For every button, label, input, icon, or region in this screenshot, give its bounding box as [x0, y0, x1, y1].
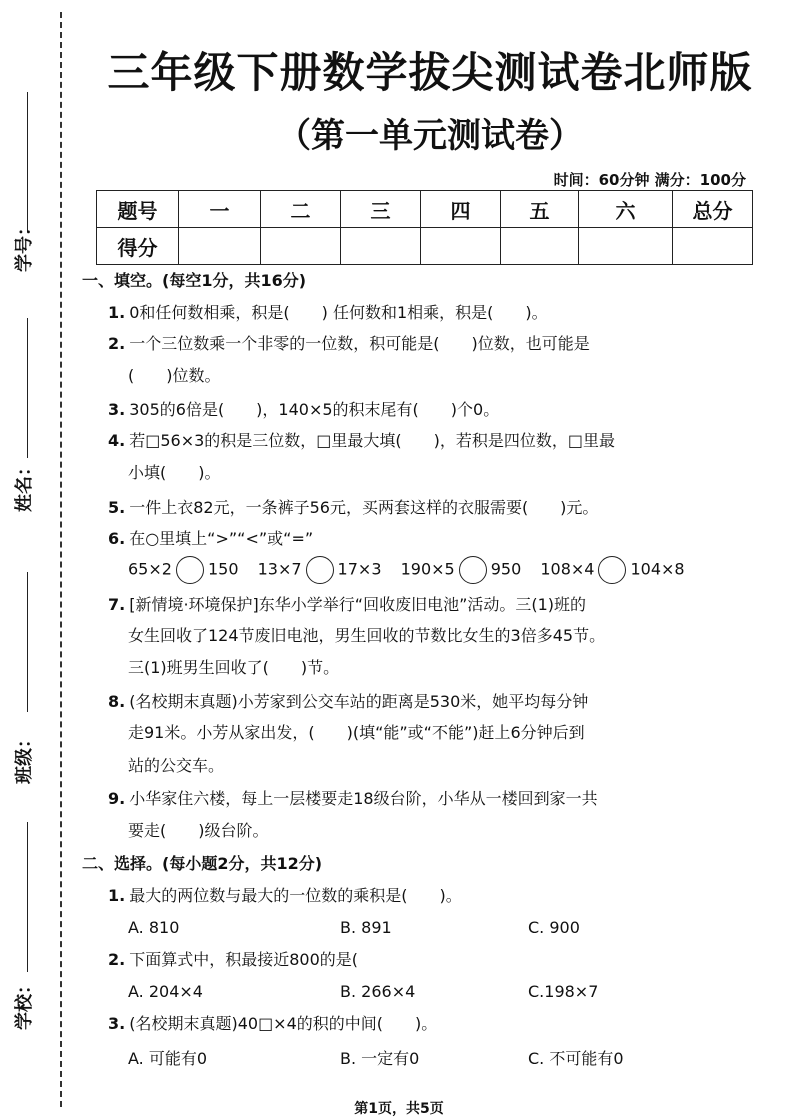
question-number: 8.	[108, 692, 126, 711]
question-9-line-2: 要走( )级台阶。	[128, 821, 269, 840]
question-number: 2.	[108, 950, 126, 969]
fill-question-6	[108, 523, 678, 554]
question-number: 3.	[108, 1014, 126, 1033]
compare-circle[interactable]	[459, 556, 487, 584]
fill-question-9	[108, 783, 678, 814]
score-cell[interactable]	[179, 228, 261, 265]
question-number: 7.	[108, 595, 126, 614]
header-cell: 题号	[97, 191, 179, 228]
question-number: 2.	[108, 334, 126, 353]
fill-question-8	[108, 686, 678, 717]
page-title: 三年级下册数学拔尖测试卷北师版	[107, 48, 753, 97]
compare-row	[128, 556, 685, 584]
score-row-label: 得分	[97, 228, 179, 265]
binding-dashed-line	[60, 12, 62, 1107]
option-c[interactable]: C. 不可能有0	[528, 1049, 624, 1068]
compare-left: 13×7	[257, 559, 302, 579]
score-cell[interactable]	[673, 228, 753, 265]
score-cell[interactable]	[579, 228, 673, 265]
question-text: 下面算式中，积最接近800的是(	[129, 950, 359, 969]
header-cell: 二	[261, 191, 341, 228]
compare-left: 190×5	[400, 559, 455, 579]
header-cell: 五	[501, 191, 579, 228]
question-text: 一件上衣82元，一条裤子56元，买两套这样的衣服需要( )元。	[129, 498, 599, 517]
fill-question-7	[108, 589, 678, 620]
question-text: 最大的两位数与最大的一位数的乘积是( )。	[129, 886, 462, 905]
question-text: [新情境·环境保护]东华小学举行“回收废旧电池”活动。三(1)班的	[129, 595, 587, 614]
score-cell[interactable]	[341, 228, 421, 265]
option-b[interactable]: B. 一定有0	[340, 1049, 420, 1068]
question-text: 305的6倍是( )，140×5的积末尾有( )个0。	[129, 400, 500, 419]
option-b[interactable]: B. 891	[340, 918, 392, 937]
question-text: 若□56×3的积是三位数，□里最大填( )，若积是四位数，□里最	[129, 431, 616, 450]
question-text: 在○里填上“>”“<”或“=”	[129, 529, 314, 548]
school-label: 学校：	[14, 976, 35, 1030]
name-line[interactable]	[27, 318, 28, 458]
compare-circle[interactable]	[176, 556, 204, 584]
question-7-line-3: 三(1)班男生回收了( )节。	[128, 658, 340, 677]
student-id-label: 学号：	[14, 218, 35, 272]
question-2-continued: ( )位数。	[128, 366, 221, 385]
section2-heading: 二、选择。(每小题2分，共12分)	[82, 854, 323, 873]
compare-right: 150	[207, 559, 239, 579]
option-a[interactable]: A. 可能有0	[128, 1049, 208, 1068]
option-a[interactable]: A. 810	[128, 918, 180, 937]
name-label: 姓名：	[14, 458, 35, 512]
section1-heading: 一、填空。(每空1分，共16分)	[82, 271, 307, 290]
compare-item	[128, 556, 239, 584]
compare-right: 950	[490, 559, 522, 579]
header-cell: 三	[341, 191, 421, 228]
header-cell: 六	[579, 191, 673, 228]
fill-question-4	[108, 425, 678, 456]
compare-left: 65×2	[128, 559, 172, 579]
choice-question-2	[108, 944, 678, 975]
compare-circle[interactable]	[306, 556, 334, 584]
class-line[interactable]	[27, 572, 28, 712]
question-text: 0和任何数相乘，积是( ) 任何数和1相乘，积是( )。	[129, 303, 548, 322]
binding-margin	[0, 0, 60, 1120]
fill-question-2	[108, 328, 678, 359]
time-score-info: 时间：60分钟 满分：100分	[553, 171, 746, 189]
question-number: 4.	[108, 431, 126, 450]
compare-left: 108×4	[540, 559, 595, 579]
header-cell: 四	[421, 191, 501, 228]
question-text: 小华家住六楼，每上一层楼要走18级台阶，小华从一楼回到家一共	[129, 789, 598, 808]
fill-question-3	[108, 394, 678, 425]
question-number: 1.	[108, 303, 126, 322]
option-c[interactable]: C. 900	[528, 918, 580, 937]
question-7-line-2: 女生回收了124节废旧电池，男生回收的节数比女生的3倍多45节。	[128, 626, 606, 645]
page-footer: 第1页，共5页	[354, 1101, 444, 1117]
question-8-line-3: 站的公交车。	[128, 756, 225, 775]
option-c[interactable]: C.198×7	[528, 982, 599, 1001]
question-number: 5.	[108, 498, 126, 517]
header-cell: 一	[179, 191, 261, 228]
question-text: 一个三位数乘一个非零的一位数，积可能是( )位数，也可能是	[129, 334, 590, 353]
page-subtitle: （第一单元测试卷）	[277, 116, 583, 156]
score-cell[interactable]	[421, 228, 501, 265]
choice-question-3	[108, 1008, 678, 1039]
question-number: 6.	[108, 529, 126, 548]
question-number: 3.	[108, 400, 126, 419]
score-table-score-row	[97, 228, 753, 265]
option-b[interactable]: B. 266×4	[340, 982, 416, 1001]
score-cell[interactable]	[261, 228, 341, 265]
score-table-header-row	[97, 191, 753, 228]
header-cell: 总分	[673, 191, 753, 228]
fill-question-5	[108, 492, 678, 523]
compare-item	[401, 556, 522, 584]
compare-circle[interactable]	[598, 556, 626, 584]
compare-item	[258, 556, 382, 584]
fill-question-1	[108, 297, 678, 328]
question-text: (名校期末真题)小芳家到公交车站的距离是530米，她平均每分钟	[129, 692, 589, 711]
student-id-line[interactable]	[27, 92, 28, 232]
compare-item	[540, 556, 684, 584]
score-cell[interactable]	[501, 228, 579, 265]
score-table	[96, 190, 753, 265]
question-number: 1.	[108, 886, 126, 905]
choice-question-1	[108, 880, 678, 911]
compare-right: 17×3	[337, 559, 382, 579]
question-number: 9.	[108, 789, 126, 808]
school-line[interactable]	[27, 822, 28, 972]
compare-right: 104×8	[630, 559, 685, 579]
question-4-continued: 小填( )。	[128, 463, 221, 482]
question-8-line-2: 走91米。小芳从家出发，( )(填“能”或“不能”)赶上6分钟后到	[128, 723, 585, 742]
question-text: (名校期末真题)40□×4的积的中间( )。	[129, 1014, 438, 1033]
class-label: 班级：	[14, 730, 35, 784]
option-a[interactable]: A. 204×4	[128, 982, 203, 1001]
